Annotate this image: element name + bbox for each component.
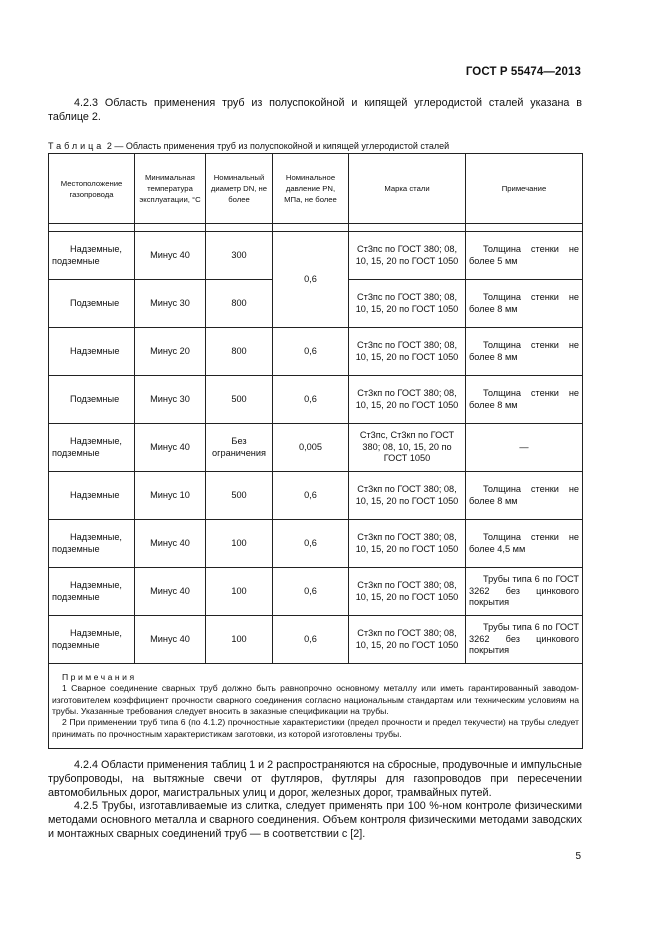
cell-note-text: Толщина стенки не более 4,5 мм <box>469 532 579 554</box>
cell-steel-grade: Ст3кп по ГОСТ 380; 08, 10, 15, 20 по ГОСТ 1050 <box>349 376 466 424</box>
cell-location-text: Надземные <box>70 345 120 356</box>
cell-location-text: Надземные, подземные <box>52 532 122 554</box>
table-row <box>49 472 583 520</box>
table-caption-text: 2 — Область применения труб из полуспокойной и кипящей углеродистой сталей <box>106 141 450 151</box>
table-caption <box>48 141 449 151</box>
paragraph-4-2-3 <box>48 96 582 124</box>
cell-pressure-merged: 0,6 <box>273 232 349 328</box>
paragraph-4-2-4-text: 4.2.4 Области применения таблиц 1 и 2 распространяются на сбросные, продувочные и импульсные трубопроводы, на вытяжные свечи от футляров, футляры для газопроводов при пересечении автомобильных дорог, магистральных улиц и дорог, железных дорог, трамвайных путей. <box>48 759 582 799</box>
paragraph-4-2-3-text: 4.2.3 Область применения труб из полуспокойной и кипящей углеродистой сталей указана в таблице 2. <box>48 97 582 123</box>
cell-pressure: 0,005 <box>273 424 349 472</box>
cell-temperature: Минус 40 <box>135 520 206 568</box>
cell-diameter: 800 <box>206 280 273 328</box>
note-1: 1 Сварное соединение сварных труб должно быть равнопрочно основному металлу или иметь гарантированный заводом-изготовителем коэффициент прочности сварного соединения согласно национальным стандартам или техническим условиям на трубы. Указанные требования следует вносить в заказные спецификации на трубы. <box>52 683 579 716</box>
cell-location <box>49 472 135 520</box>
cell-location-text: Надземные, подземные <box>52 580 122 602</box>
cell-steel-grade: Ст3пс по ГОСТ 380; 08, 10, 15, 20 по ГОСТ 1050 <box>349 232 466 280</box>
cell-temperature: Минус 40 <box>135 568 206 616</box>
table-row <box>49 376 583 424</box>
document-header: ГОСТ Р 55474—2013 <box>465 66 581 78</box>
cell-diameter: 800 <box>206 328 273 376</box>
header-location: Местоположение газопровода <box>49 154 135 224</box>
cell-note <box>466 232 583 280</box>
cell-location-text: Надземные, подземные <box>52 436 122 458</box>
header-temperature: Минимальная температура эксплуатации, °С <box>135 154 206 224</box>
table-row <box>49 232 583 280</box>
cell-temperature: Минус 30 <box>135 376 206 424</box>
cell-pressure: 0,6 <box>273 616 349 664</box>
cell-temperature: Минус 10 <box>135 472 206 520</box>
cell-location <box>49 568 135 616</box>
cell-location-text: Надземные, подземные <box>52 244 122 266</box>
cell-temperature: Минус 40 <box>135 424 206 472</box>
paragraph-4-2-5 <box>48 799 582 841</box>
cell-pressure: 0,6 <box>273 472 349 520</box>
cell-steel-grade: Ст3пс, Ст3кп по ГОСТ 380; 08, 10, 15, 20 по ГОСТ 1050 <box>349 424 466 472</box>
cell-steel-grade: Ст3кп по ГОСТ 380; 08, 10, 15, 20 по ГОСТ 1050 <box>349 472 466 520</box>
cell-location <box>49 424 135 472</box>
cell-temperature: Минус 40 <box>135 232 206 280</box>
cell-diameter: 100 <box>206 568 273 616</box>
cell-note-text: Толщина стенки не более 8 мм <box>469 388 579 410</box>
table-spacer-row <box>49 224 583 232</box>
cell-note-text: Толщина стенки не более 8 мм <box>469 484 579 506</box>
cell-steel-grade: Ст3пс по ГОСТ 380; 08, 10, 15, 20 по ГОСТ 1050 <box>349 280 466 328</box>
cell-note <box>466 472 583 520</box>
cell-note: — <box>466 424 583 472</box>
cell-steel-grade: Ст3кп по ГОСТ 380; 08, 10, 15, 20 по ГОСТ 1050 <box>349 616 466 664</box>
cell-steel-grade: Ст3кп по ГОСТ 380; 08, 10, 15, 20 по ГОСТ 1050 <box>349 520 466 568</box>
steel-application-table <box>48 153 583 749</box>
cell-location-text: Подземные <box>70 393 120 404</box>
header-pressure: Номинальное давление PN, МПа, не более <box>273 154 349 224</box>
cell-location <box>49 280 135 328</box>
cell-location <box>49 616 135 664</box>
header-diameter: Номинальный диаметр DN, не более <box>206 154 273 224</box>
cell-diameter: Без ограничения <box>206 424 273 472</box>
cell-pressure: 0,6 <box>273 520 349 568</box>
paragraph-4-2-5-text: 4.2.5 Трубы, изготавливаемые из слитка, следует применять при 100 %-ном контроле физическими методами основного металла и сварного соединения. Объем контроля физическими методами заводских и монтажных сварных соединений труб — в соответствии с [2]. <box>48 800 582 840</box>
table-row <box>49 328 583 376</box>
cell-diameter: 300 <box>206 232 273 280</box>
cell-temperature: Минус 40 <box>135 616 206 664</box>
cell-note <box>466 568 583 616</box>
table-row <box>49 424 583 472</box>
cell-location-text: Подземные <box>70 297 120 308</box>
header-note: Примечание <box>466 154 583 224</box>
cell-diameter: 500 <box>206 472 273 520</box>
table-header-row <box>49 154 583 224</box>
table-row <box>49 520 583 568</box>
cell-location <box>49 328 135 376</box>
table-notes <box>49 664 583 749</box>
cell-temperature: Минус 30 <box>135 280 206 328</box>
cell-note <box>466 280 583 328</box>
cell-temperature: Минус 20 <box>135 328 206 376</box>
page-number: 5 <box>575 851 581 862</box>
cell-diameter: 100 <box>206 520 273 568</box>
cell-diameter: 100 <box>206 616 273 664</box>
cell-note-text: Трубы типа 6 по ГОСТ 3262 без цинкового покрытия <box>469 574 579 608</box>
header-steel-grade: Марка стали <box>349 154 466 224</box>
paragraph-4-2-4 <box>48 758 582 800</box>
cell-location <box>49 376 135 424</box>
table-caption-word: Таблица <box>48 141 105 151</box>
cell-pressure: 0,6 <box>273 568 349 616</box>
cell-location-text: Надземные <box>70 489 120 500</box>
cell-location-text: Надземные, подземные <box>52 628 122 650</box>
cell-location <box>49 232 135 280</box>
notes-title: Примечания <box>62 672 137 683</box>
cell-note <box>466 616 583 664</box>
note-2: 2 При применении труб типа 6 (по 4.1.2) прочностные характеристики (предел прочности и предел текучести) на трубы следует принимать по прочностным характеристикам заготовки, из которой изготовлены трубы. <box>52 717 579 739</box>
cell-steel-grade: Ст3пс по ГОСТ 380; 08, 10, 15, 20 по ГОСТ 1050 <box>349 328 466 376</box>
cell-pressure: 0,6 <box>273 376 349 424</box>
table-notes-row <box>49 664 583 749</box>
cell-note <box>466 520 583 568</box>
cell-steel-grade: Ст3кп по ГОСТ 380; 08, 10, 15, 20 по ГОСТ 1050 <box>349 568 466 616</box>
cell-note <box>466 328 583 376</box>
cell-note-text: Толщина стенки не более 5 мм <box>469 244 579 266</box>
table-row <box>49 616 583 664</box>
cell-note-text: Трубы типа 6 по ГОСТ 3262 без цинкового покрытия <box>469 622 579 656</box>
cell-location <box>49 520 135 568</box>
cell-note-text: Толщина стенки не более 8 мм <box>469 340 579 362</box>
cell-diameter: 500 <box>206 376 273 424</box>
cell-note-text: Толщина стенки не более 8 мм <box>469 292 579 314</box>
cell-note <box>466 376 583 424</box>
table-row <box>49 568 583 616</box>
cell-pressure: 0,6 <box>273 328 349 376</box>
